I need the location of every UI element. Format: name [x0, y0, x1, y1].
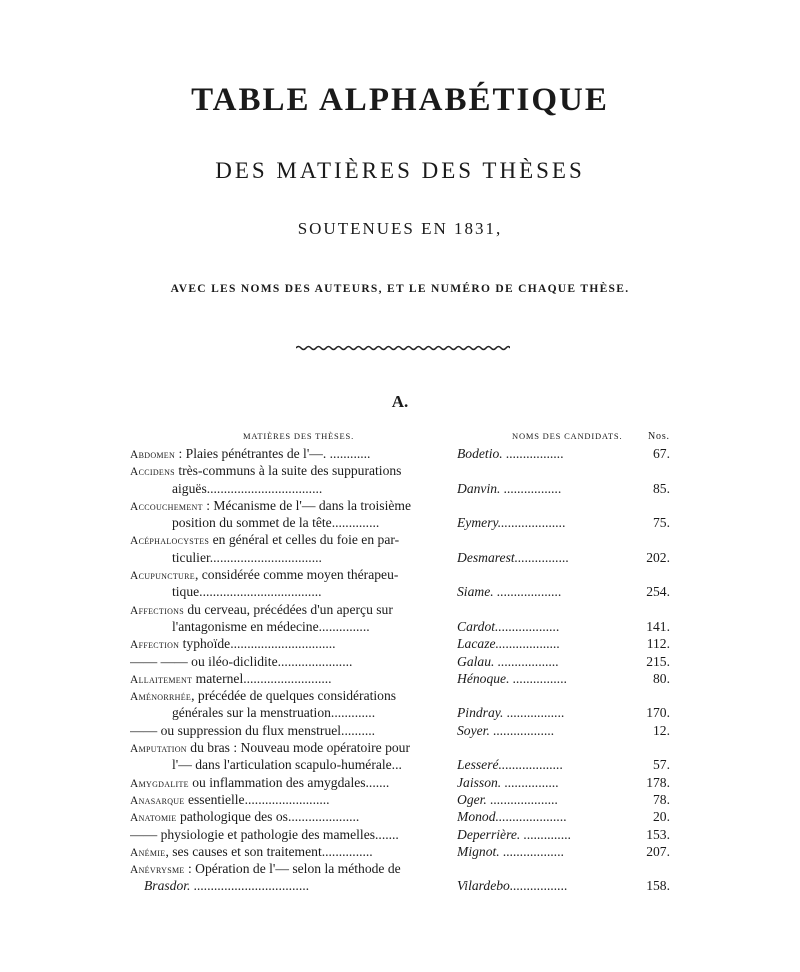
entry-subject	[172, 704, 450, 721]
entry-text: l'— dans l'articulation scapulo-humérale...	[172, 757, 402, 773]
entry-heading: Anévrysme	[130, 864, 185, 877]
entry-text: —— physiologie et pathologie des mamelles.......	[130, 826, 399, 842]
entry-heading: Affections	[130, 604, 184, 617]
table-row	[130, 635, 670, 652]
entry-text: , ses causes et son traitement...............	[165, 843, 373, 859]
entry-subject	[172, 480, 450, 497]
entry-text: en général et celles du foie en par-	[209, 532, 400, 548]
entry-heading: Amygdalite	[130, 777, 189, 790]
entry-text: pathologique des os.....................	[176, 809, 360, 825]
table-row	[130, 566, 670, 583]
table-row	[130, 514, 670, 531]
entry-number: 202.	[646, 549, 670, 565]
entry-number: 254.	[646, 584, 670, 600]
entry-text: , considérée comme moyen thérapeu-	[194, 567, 399, 583]
entry-author: Bodetio. .................	[457, 446, 564, 461]
page-subtitle-year: SOUTENUES EN 1831,	[297, 219, 503, 238]
entry-text: ou inflammation des amygdales.......	[188, 774, 390, 790]
entry-number: 57.	[653, 757, 670, 773]
entry-text: du cerveau, précédées d'un aperçu sur	[183, 601, 393, 617]
entry-text: très-communs à la suite des suppurations	[174, 463, 402, 479]
table-row	[130, 687, 670, 704]
entry-author: Monod.....................	[457, 809, 567, 825]
entry-heading: Anasarque	[130, 794, 185, 807]
entry-author: Oger. ....................	[457, 791, 559, 807]
entry-heading: Anatomie	[130, 812, 177, 825]
table-row	[130, 497, 670, 514]
entry-number: 153.	[646, 826, 670, 842]
table-row	[130, 531, 670, 548]
entry-number: 158.	[646, 878, 670, 894]
entry-text: essentielle.........................	[184, 791, 330, 807]
entry-author: Lesseré...................	[457, 757, 564, 773]
entry-author: Siame. ...................	[457, 584, 562, 600]
entry-subject	[172, 756, 450, 773]
table-row	[130, 791, 670, 808]
entry-heading: Acéphalocystes	[130, 535, 210, 548]
table-row	[130, 860, 670, 877]
entry-text: Brasdor. ..................................	[144, 878, 310, 894]
entry-number: 207.	[646, 843, 670, 859]
entry-author: Cardot...................	[457, 618, 560, 634]
entry-text: typhoïde...............................	[179, 636, 336, 652]
entry-text: tique....................................	[172, 584, 322, 600]
entry-heading: Allaitement	[130, 673, 193, 686]
entry-text: : Plaies pénétrantes de l'—. ............	[175, 446, 371, 461]
entry-author: Lacaze...................	[457, 636, 561, 652]
entry-text: du bras : Nouveau mode opératoire pour	[186, 740, 410, 756]
entry-number: 75.	[653, 515, 670, 531]
table-row	[130, 618, 670, 635]
table-row	[130, 653, 670, 670]
entry-heading: Anémie	[130, 846, 166, 859]
entry-heading: Affection	[130, 639, 180, 652]
table-row	[130, 739, 670, 756]
entry-text: —— ou suppression du flux menstruel..........	[130, 722, 376, 738]
table-row	[130, 670, 670, 687]
entry-number: 67.	[653, 446, 670, 461]
entry-number: 141.	[646, 618, 670, 634]
entry-author: Galau. ..................	[457, 653, 559, 669]
entry-subject	[130, 653, 450, 670]
entry-text: l'antagonisme en médecine...............	[172, 618, 370, 634]
table-row	[130, 549, 670, 566]
entry-subject	[130, 722, 450, 739]
entry-subject	[172, 583, 450, 600]
entry-text: générales sur la menstruation.............	[172, 705, 376, 721]
table-row	[130, 843, 670, 860]
entry-text: maternel..........................	[192, 670, 332, 686]
page-title: TABLE ALPHABÉTIQUE	[191, 82, 609, 118]
entry-number: 12.	[653, 722, 670, 738]
entry-author: Pindray. .................	[457, 705, 565, 721]
table-row	[130, 445, 670, 462]
entry-author: Desmarest................	[457, 549, 570, 565]
table-row	[130, 704, 670, 721]
table-row	[130, 583, 670, 600]
table-row	[130, 756, 670, 773]
index-entries	[130, 445, 670, 895]
entry-subject	[130, 826, 450, 843]
entry-number: 80.	[653, 670, 670, 686]
entry-heading: Amputation	[130, 743, 187, 756]
entry-number: 20.	[653, 809, 670, 825]
entry-author: Hénoque. ................	[457, 670, 568, 686]
table-row	[130, 480, 670, 497]
decorative-divider	[296, 345, 510, 351]
page-subtitle-description: AVEC LES NOMS DES AUTEURS, ET LE NUMÉRO DE CHAQUE THÈSE.	[170, 283, 630, 295]
entry-heading: Aménorrhée	[130, 691, 192, 704]
entry-author: Danvin. .................	[457, 480, 562, 496]
entry-text: ticulier.................................	[172, 549, 322, 565]
column-header-matters: MATIÈRES DES THÈSES.	[243, 431, 355, 441]
entry-author: Soyer. ..................	[457, 722, 555, 738]
entry-heading: Abdomen	[130, 449, 176, 461]
entry-subject	[172, 549, 450, 566]
entry-heading: Accouchement	[130, 500, 203, 513]
entry-heading: Acupuncture	[130, 570, 195, 583]
entry-subject	[172, 514, 450, 531]
entry-author: Eymery....................	[457, 515, 566, 531]
table-row	[130, 722, 670, 739]
table-row	[130, 601, 670, 618]
entry-subject	[144, 877, 450, 894]
entry-number: 170.	[646, 705, 670, 721]
entry-heading: Accidens	[130, 466, 175, 479]
entry-author: Vilardebo.................	[457, 878, 568, 894]
table-row	[130, 462, 670, 479]
entry-number: 78.	[653, 791, 670, 807]
column-header-candidates: NOMS DES CANDIDATS.	[512, 431, 623, 441]
entry-author: Deperrière. ..............	[457, 826, 572, 842]
entry-text: , précédée de quelques considérations	[191, 688, 397, 704]
entry-text: : Opération de l'— selon la méthode de	[184, 861, 401, 877]
entry-number: 112.	[646, 636, 670, 652]
entry-author: Jaisson. ................	[457, 774, 559, 790]
table-row	[130, 774, 670, 791]
table-row	[130, 808, 670, 825]
table-row	[130, 826, 670, 843]
entry-number: 85.	[653, 480, 670, 496]
section-letter: A.	[391, 392, 409, 411]
entry-subject	[172, 618, 450, 635]
column-header-number: Nos.	[648, 431, 670, 442]
entry-author: Mignot. ..................	[457, 843, 565, 859]
table-row	[130, 877, 670, 894]
page-subtitle: DES MATIÈRES DES THÈSES	[215, 158, 585, 183]
entry-text: position du sommet de la tête..............	[172, 515, 380, 531]
entry-text: —— —— ou iléo-diclidite......................	[130, 653, 353, 669]
entry-text: : Mécanisme de l'— dans la troisième	[202, 497, 411, 513]
entry-number: 215.	[646, 653, 670, 669]
entry-text: aiguës..................................	[172, 480, 323, 496]
entry-number: 178.	[646, 774, 670, 790]
